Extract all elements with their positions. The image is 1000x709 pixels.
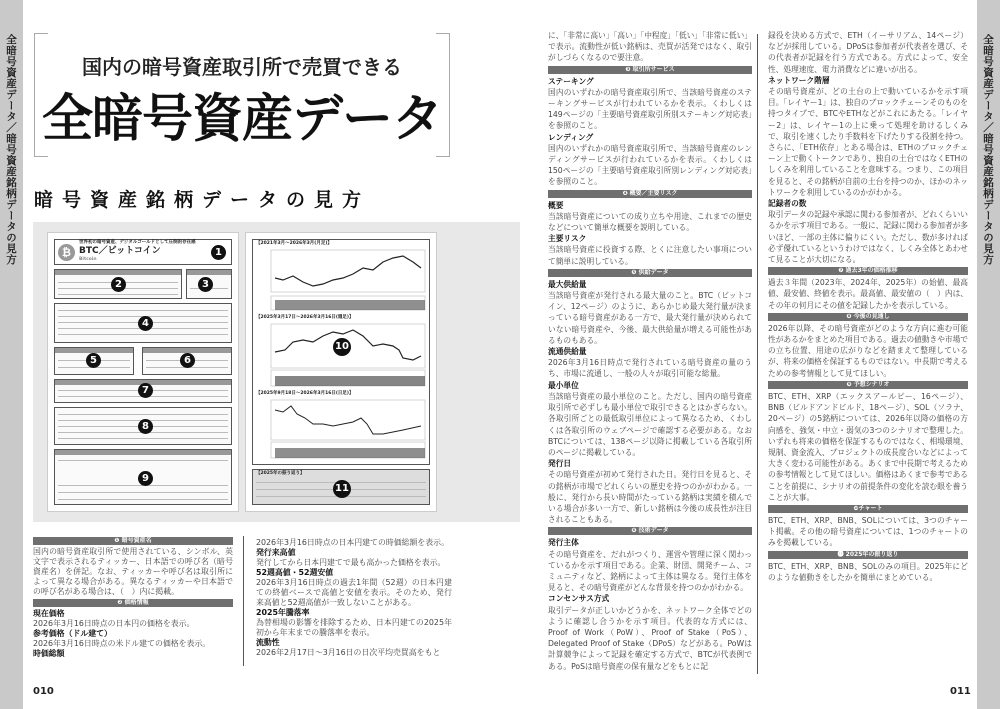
left-column-2 xyxy=(256,538,452,658)
section-bar: ❺ 供給データ xyxy=(548,269,752,277)
right-column-2 xyxy=(768,30,968,583)
section-bar: ❹ 概要／主要リスク xyxy=(548,190,752,198)
section-bar: ❻ 技術データ xyxy=(548,527,752,535)
marker-9: 9 xyxy=(138,471,153,486)
body-paragraph: 2026年3月16日時点で発行されている暗号資産の量のうち、市場に流通し、一般の人々が取引可能な総量。 xyxy=(548,358,752,379)
body-paragraph: 当該暗号資産に投資する際、とくに注意したい事項について簡単に説明している。 xyxy=(548,245,752,266)
section-bar: ❿チャート xyxy=(768,505,968,513)
chart-caption: 【2025年9月18日～2026年3月16日(日足)】 xyxy=(256,391,354,396)
body-paragraph: BTC、ETH、XRP（エックスアールピー、16ページ）、BNB（ビルドアンドビルド、18ページ）、SOL（ソラナ、20ページ）の5銘柄については、2026年以降の価格の方向感を、強気・中立・弱気の3つのシナリオで整理した。いずれも将来の価格を保証するものではなく、相場環境、規制、資金流入、プロジェクトの成長度合いなどによって大きく変わる可能性がある。あくまで中長期で考えるための参考情報として見てほしい。価格はあくまで参考であることを前提に、シナリオの前提条件の変化を読む眼を養うことが大事。 xyxy=(768,391,968,502)
marker-1: 1 xyxy=(211,245,226,260)
chart-panel xyxy=(252,239,430,465)
sample-right-page xyxy=(245,232,437,512)
marker-5: 5 xyxy=(86,353,101,368)
sample-spread-figure xyxy=(33,222,520,522)
body-paragraph: その暗号資産が、どの土台の上で動いているかを示す項目。「レイヤー1」は、独自のブロックチェーンそのものを持つタイプで、BTCやETHなどがこれにあたる。「レイヤー2」は、レイヤー1の上に乗って処理を助けるしくみで、取引を速くしたり手数料を下げたりする役割を持つ。さらに、「ETH依存」とある場合は、ETHのブロックチェーン上で動くトークンであり、独自の土台ではなくETHのしくみを利用していることを意味する。つまり、この項目を見ると、その銘柄が自前の土台を持つのか、ほかのネットワークを利用しているのかがわかる。 xyxy=(768,87,968,197)
body-paragraph: 国内の暗号資産取引所で使用されている、シンボル、英文字で表示されるティッカー、日本語での呼び名（暗号資産名）を併記。なお、ティッカーや呼び名は取引所によって異なる場合がある。異なるティッカーや日本語での呼び名がある場合は、（ ）内に掲載。 xyxy=(33,547,233,596)
item-heading: 流通供給量 xyxy=(548,347,587,357)
chart-caption: 【2025年3月17日～2026年3月16日(週足)】 xyxy=(256,315,354,320)
sample-left-page xyxy=(47,232,239,512)
coin-sub: Bitcoin xyxy=(79,257,97,262)
marker-2: 2 xyxy=(111,277,126,292)
body-paragraph: 国内のいずれかの暗号資産取引所で、当該暗号資産のレンディングサービスが行われているかを表示。くわしくは150ページの「主要暗号資産取引所別レンディング対応表」を参照のこと。 xyxy=(548,143,752,187)
item-heading: 2025年騰落率 xyxy=(256,608,310,617)
coin-name: BTC／ビットコイン xyxy=(79,246,161,256)
side-tab-right xyxy=(977,0,1000,709)
body-paragraph: 2026年2月17日～3月16日の日次平均売買高をもと xyxy=(256,648,441,657)
section-bar: ⓫ 2025年の振り返り xyxy=(768,551,968,559)
item-heading: 現在価格 xyxy=(33,609,65,618)
section-bar: ❶ 暗号資産名 xyxy=(33,537,233,545)
right-column-1 xyxy=(548,30,752,672)
side-tab-label: 全暗号資産データ／暗号資産銘柄データの見方 xyxy=(982,34,994,265)
item-heading: 記録者の数 xyxy=(768,199,807,209)
body-paragraph: 当該暗号資産の最小単位のこと。ただし、国内の暗号資産取引所で必ずしも最小単位で取引できるとはかぎらない。各取引所ごとの最低取引単位によって異なるため、くわしくは各取引所のウェブページで確認する必要がある。なおBTCについては、138ページ以降に掲載している各取引所のページに掲載している。 xyxy=(548,391,752,457)
section-bar: ❽ 今後の見通し xyxy=(768,313,968,321)
item-heading: レンディング xyxy=(548,132,594,142)
item-heading: 主要リスク xyxy=(548,234,587,244)
body-paragraph: BTC、ETH、XRP、BNB、SOLのみの項目。2025年にどのような値動きをしたかを簡単にまとめている。 xyxy=(768,561,968,582)
summary-label: 【2025年の振り返り】 xyxy=(256,471,305,476)
left-column-1 xyxy=(33,535,233,659)
item-heading: ネットワーク階層 xyxy=(768,75,830,85)
item-heading: 52週高値・52週安値 xyxy=(256,568,334,577)
body-paragraph: 過去３年間（2023年、2024年、2025年）の始値、最高値、最安値、終値を表示。最高値、最安値の（ ）内は、その年の何月にその値を記録したかを表示している。 xyxy=(768,278,968,310)
body-paragraph: 発行してから日本円建てで最も高かった価格を表示。 xyxy=(256,558,446,567)
section-bar: ❷ 価格情報 xyxy=(33,599,233,607)
marker-11: 11 xyxy=(333,480,351,498)
side-tab-label: 全暗号資産データ／暗号資産銘柄データの見方 xyxy=(5,34,17,265)
body-paragraph: 2026年以降、その暗号資産がどのような方向に進む可能性があるかをまとめた項目である。過去の値動きや市場での立ち位置、用途の広がりなどを踏まえて整理しているが、将来の価格を保証するものではない。中長期で考えるための参考情報として見てほしい。 xyxy=(768,323,968,378)
page-subtitle: 国内の暗号資産取引所で売買できる xyxy=(82,55,402,79)
body-paragraph: 為替相場の影響を排除するため、日本円建ての2025年初から年末までの騰落率を表示。 xyxy=(256,618,452,637)
marker-7: 7 xyxy=(138,383,153,398)
item-heading: 参考価格（ドル建て） xyxy=(33,629,112,638)
section-bar: ❾ 予想シナリオ xyxy=(768,381,968,389)
item-heading: 発行主体 xyxy=(548,538,579,548)
body-paragraph: 録役を決める方式で、ETH（イーサリアム、14ページ）などが採用している。DPoSは参加者が代表者を選び、その代表者が記録を行う方式である。方式によって、安全性、処理速度、電力消費などに違いが出る。 xyxy=(768,31,968,74)
body-paragraph: 2026年3月16日時点の米ドル建ての価格を表示。 xyxy=(33,639,211,648)
item-heading: 発行日 xyxy=(548,459,572,469)
body-paragraph: その暗号資産を、だれがつくり、運営や管理に深く関わっているかを示す項目である。企業、財団、開発チーム、コミュニティなど、銘柄によって主体は異なる。発行主体を見ると、その暗号資産がどんな背景を持つのかがわかる。 xyxy=(548,549,752,593)
body-paragraph: 2026年3月16日時点の日本円建ての時価総額を表示。 xyxy=(256,538,449,547)
bitcoin-logo-icon: ₿ xyxy=(58,244,75,261)
chart-caption: 【2021年3月～2026年3月(月足)】 xyxy=(256,241,332,246)
section-title: 暗号資産銘柄データの見方 xyxy=(34,189,371,211)
body-paragraph: その暗号資産が初めて発行された日。発行日を見ると、その銘柄が市場でどれくらいの歴史を持つのかがわかる。一般に、発行から長い時間がたっている銘柄は実績を積んでいる場合が多い一方で、新しい銘柄は今後の成長性が注目されることもある。 xyxy=(548,470,752,525)
item-heading: 時価総額 xyxy=(33,649,65,658)
summary-box xyxy=(252,469,430,505)
page-title: 全暗号資産データ xyxy=(41,89,442,149)
title-block xyxy=(34,33,450,157)
marker-10: 10 xyxy=(333,338,351,356)
marker-8: 8 xyxy=(138,419,153,434)
marker-4: 4 xyxy=(138,316,153,331)
body-paragraph: 2026年3月16日時点の日本円の価格を表示。 xyxy=(33,619,195,628)
body-paragraph: 取引データが正しいかどうかを、ネットワーク全体でどのように確認し合うかを示す項目。代表的な方式には、Proof of Work（PoW）、Proof of Stake（PoS）、Delegated Proof of Stake（DPoS）などがある。PoWは計算競争によって記録を確定する方式で、BTCが代表例である。PoSは暗号資産の保有量などをもとに記 xyxy=(548,605,752,671)
body-paragraph: 取引データの記録や承認に関わる参加者が、どれくらいいるかを示す項目である。一般に、記録に関わる参加者が多いほど、一部の主体に偏りにくい。ただし、数が多ければ必ず優れているというわけではなく、しくみ全体とあわせて見ることが大切になる。 xyxy=(768,210,968,265)
item-heading: ステーキング xyxy=(548,76,594,86)
marker-3: 3 xyxy=(198,277,213,292)
column-divider xyxy=(757,34,758,674)
coin-tagline: 世界初の暗号資産、デジタルゴールドとして圧倒的存在感 xyxy=(79,240,196,245)
marker-6: 6 xyxy=(180,353,195,368)
page-number-left: 010 xyxy=(33,686,54,697)
item-heading: コンセンサス方式 xyxy=(548,594,610,604)
coin-header-box xyxy=(54,239,232,265)
section-bar: ❸ 取引所サービス xyxy=(548,66,752,74)
item-heading: 最小単位 xyxy=(548,380,579,390)
body-paragraph: BTC、ETH、XRP、BNB、SOLについては、3つのチャート掲載。その他の暗号資産については、1つのチャートのみを掲載している。 xyxy=(768,515,968,548)
body-paragraph: 2026年3月16日時点の過去1年間（52週）の日本円建ての終値ベースで高値と安値を表示。そのため、発行来高値と52週高値が一致しないことがある。 xyxy=(256,578,452,607)
item-heading: 最大供給量 xyxy=(548,279,587,289)
section-bar: ❼ 過去3年の価格推移 xyxy=(768,267,968,275)
page-number-right: 011 xyxy=(950,686,971,697)
body-paragraph: に、「非常に高い」「高い」「中程度」「低い」「非常に低い」で表示。流動性が低い銘柄は、売買が活発ではなく、取引がしづらくなるので要注意。 xyxy=(548,31,752,63)
item-heading: 発行来高値 xyxy=(256,548,296,557)
item-heading: 概要 xyxy=(548,200,564,210)
item-heading: 流動性 xyxy=(256,638,280,647)
body-paragraph: 当該暗号資産が発行される最大量のこと。BTC（ビットコイン、12ページ）のように、あらかじめ最大発行量が決まっている暗号資産がある一方で、最大発行量が決められていない暗号資産や、今後、最大供給量が増える可能性があるものもある。 xyxy=(548,291,752,345)
column-divider xyxy=(243,536,244,666)
body-paragraph: 国内のいずれかの暗号資産取引所で、当該暗号資産のステーキングサービスが行われているかを表示。くわしくは149ページの「主要暗号資産取引所別ステーキング対応表」を参照のこと。 xyxy=(548,87,752,131)
side-tab-left xyxy=(0,0,23,709)
body-paragraph: 当該暗号資産についての成り立ちや用途、これまでの歴史などについて簡単な概要を説明している。 xyxy=(548,211,752,233)
